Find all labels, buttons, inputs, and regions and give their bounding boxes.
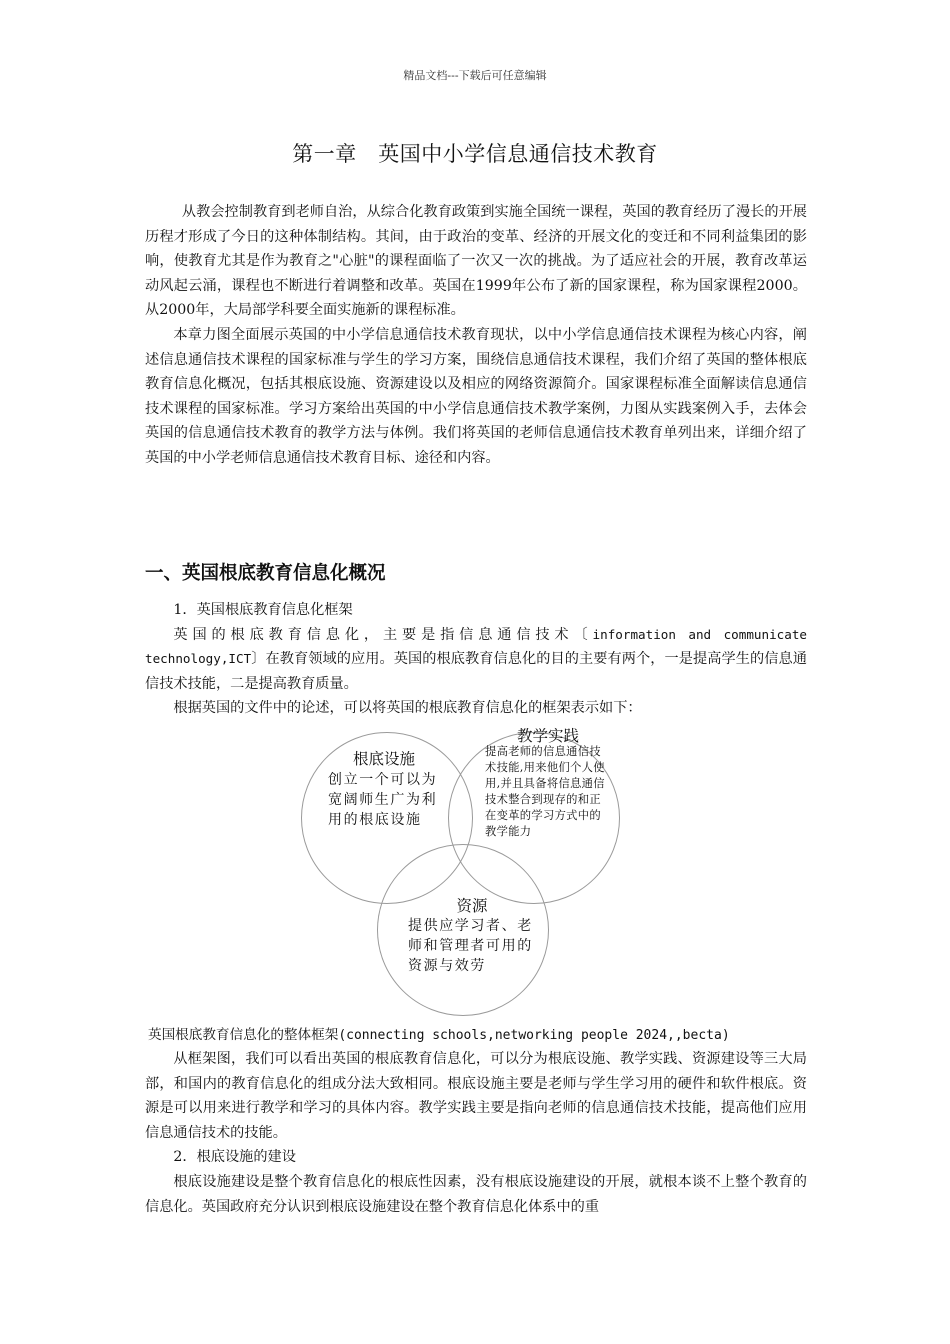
caption-text: 英国根底教育信息化的整体框架 <box>148 1027 339 1043</box>
venn-diagram <box>295 718 635 1022</box>
teaching-practice-text: 提高老师的信息通信技术技能,用来他们个人使用,并且具备将信息通信技术整合到现存的和正在变革的学习方式中的教学能力 <box>485 745 605 838</box>
subsection-title-1: 1．英国根底教育信息化框架 <box>173 602 353 618</box>
teaching-practice-title: 教学实践 <box>516 727 579 745</box>
caption-source: (connecting schools,networking people 2024,,becta) <box>338 1028 730 1043</box>
section-1 <box>145 560 807 721</box>
page-header: 精品文档---下载后可任意编辑 <box>403 69 547 82</box>
intro-paragraph-2: 本章力图全面展示英国的中小学信息通信技术教育现状，以中小学信息通信技术课程为核心内容，阐述信息通信技术课程的国家标准与学生的学习方案，围绕信息通信技术课程，我们介绍了英国的整体根底教育信息化概况，包括其根底设施、资源建设以及相应的网络资源简介。国家课程标准全面解读信息通信技术课程的国家标准。学习方案给出英国的中小学信息通信技术教学案例，力图从实践案例入手，去体会英国的信息通信技术教育的教学方法与体例。我们将英国的老师信息通信技术教育单列出来，详细介绍了英国的中小学老师信息通信技术教育目标、途径和内容。 <box>145 326 807 466</box>
section-title: 一、英国根底教育信息化概况 <box>145 563 386 584</box>
framework-analysis-paragraph: 从框架图，我们可以看出英国的根底教育信息化，可以分为根底设施、教学实践、资源建设等三大局部，和国内的教育信息化的组成分法大致相同。根底设施主要是老师与学生学习用的硬件和软件根底。资源是可以用来进行教学和学习的具体内容。教学实践主要是指向老师的信息通信技术技能，提高他们应用信息通信技术的技能。 <box>145 1051 807 1141</box>
section-1-continued <box>145 1047 807 1219</box>
subsection-title-2: 2．根底设施的建设 <box>173 1149 296 1166</box>
intro-paragraph-1: 从教会控制教育到老师自治，从综合化教育政策到实施全国统一课程，英国的教育经历了漫长的开展历程才形成了今日的这种体制结构。其间，由于政治的变革、经济的开展文化的变迁和不同利益集团的影响，使教育尤其是作为教育之"心脏"的课程面临了一次又一次的挑战。为了适应社会的开展，教育改革运动风起云涌，课程也不断进行着调整和改革。英国在1999年公布了新的国家课程，称为国家课程2000。从2000年，大局部学科要全面实施新的课程标准。 <box>145 204 807 319</box>
resources-title: 资源 <box>456 897 488 915</box>
framework-paragraph <box>145 623 807 697</box>
infrastructure-paragraph: 根底设施建设是整个教育信息化的根底性因素，没有根底设施建设的开展，就根本谈不上整个教育的信息化。英国政府充分认识到根底设施建设在整个教育信息化体系中的重 <box>145 1173 807 1215</box>
intro-section <box>145 200 807 471</box>
framework-intro-paragraph: 根据英国的文件中的论述，可以将英国的根底教育信息化的框架表示如下： <box>173 700 642 717</box>
infrastructure-title: 根底设施 <box>352 750 415 768</box>
infrastructure-text: 创立一个可以为宽阔师生广为利用的根底设施 <box>328 772 438 828</box>
framework-text-mono: information and communicate technology,ICT <box>145 626 807 667</box>
figure-caption <box>148 1023 828 1043</box>
framework-text-b: 〕在教育领域的应用。英国的根底教育信息化的目的主要有两个，一是提高学生的信息通信技术技能，二是提高教育质量。 <box>145 651 807 692</box>
chapter-title: 第一章 英国中小学信息通信技术教育 <box>292 142 658 166</box>
framework-text-a: 英国的根底教育信息化，主要是指信息通信技术〔 <box>173 626 593 643</box>
resources-text: 提供应学习者、老师和管理者可用的资源与效劳 <box>408 918 533 974</box>
